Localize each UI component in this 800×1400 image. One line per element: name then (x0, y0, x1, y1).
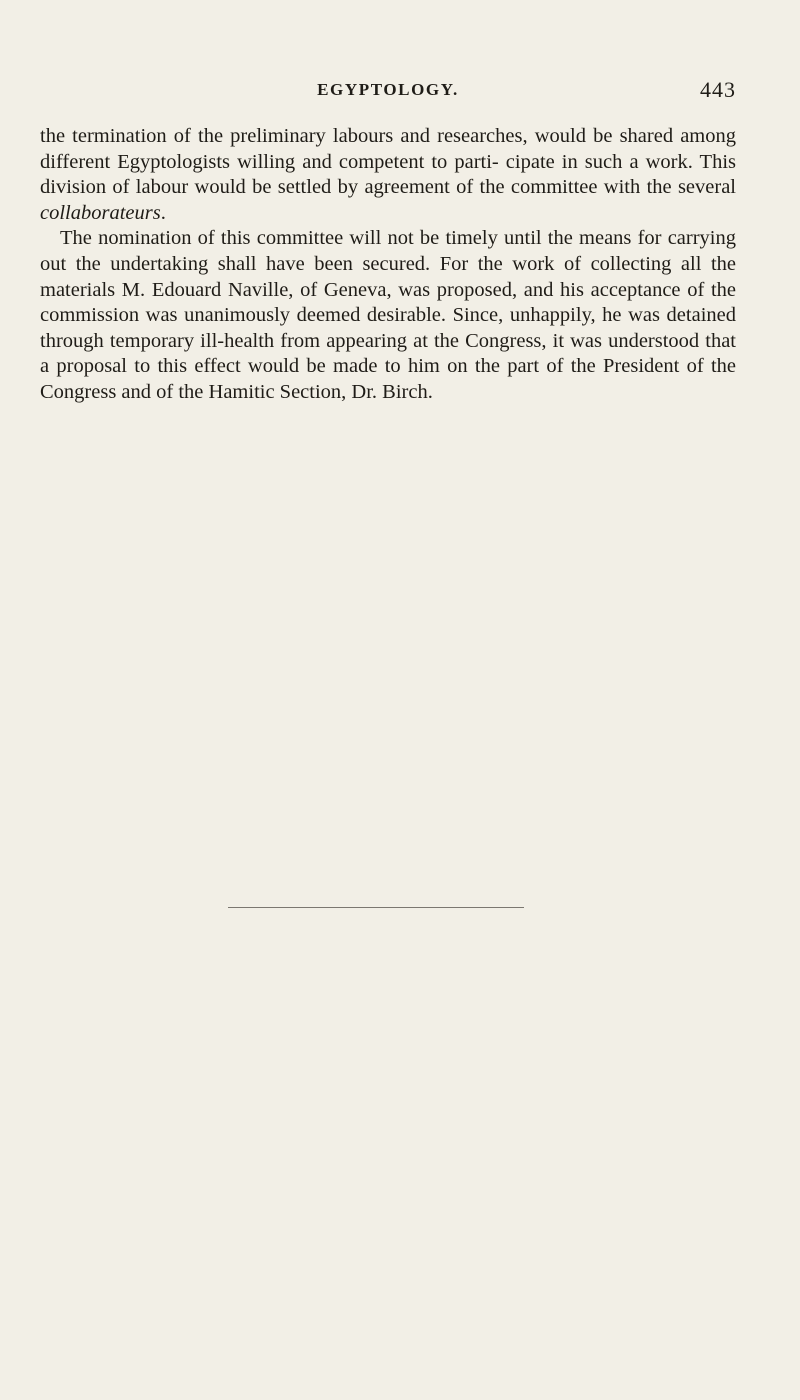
running-title: EGYPTOLOGY. (317, 80, 459, 99)
footer-rule (228, 907, 524, 908)
italic-term: collaborateurs (40, 201, 161, 224)
body-text (40, 124, 736, 406)
page-number: 443 (700, 77, 736, 102)
running-head (40, 77, 736, 106)
paragraph-2: The nomination of this committee will not be timely until the means for carrying out the undertaking shall have been secured. For the work of collecting all the materials M. Edouard Naville, of Geneva, was proposed, and his acceptance of the commission was unanimously deemed desirable. Since, unhappily, he was detained through temporary ill-health from appearing at the Congress, it was understood that a proposal to this effect would be made to him on the part of the President of the Congress and of the Hamitic Section, Dr. Birch. (40, 227, 736, 403)
paragraph-1 (40, 124, 736, 226)
paragraph-1-text: the termination of the preliminary labours and researches, would be shared among different Egyptologists willing and competent to parti- cipate in such a work. This division of labour would be settled by agreement of the committee with the several (40, 125, 736, 199)
paragraph-1-end: . (160, 201, 166, 224)
